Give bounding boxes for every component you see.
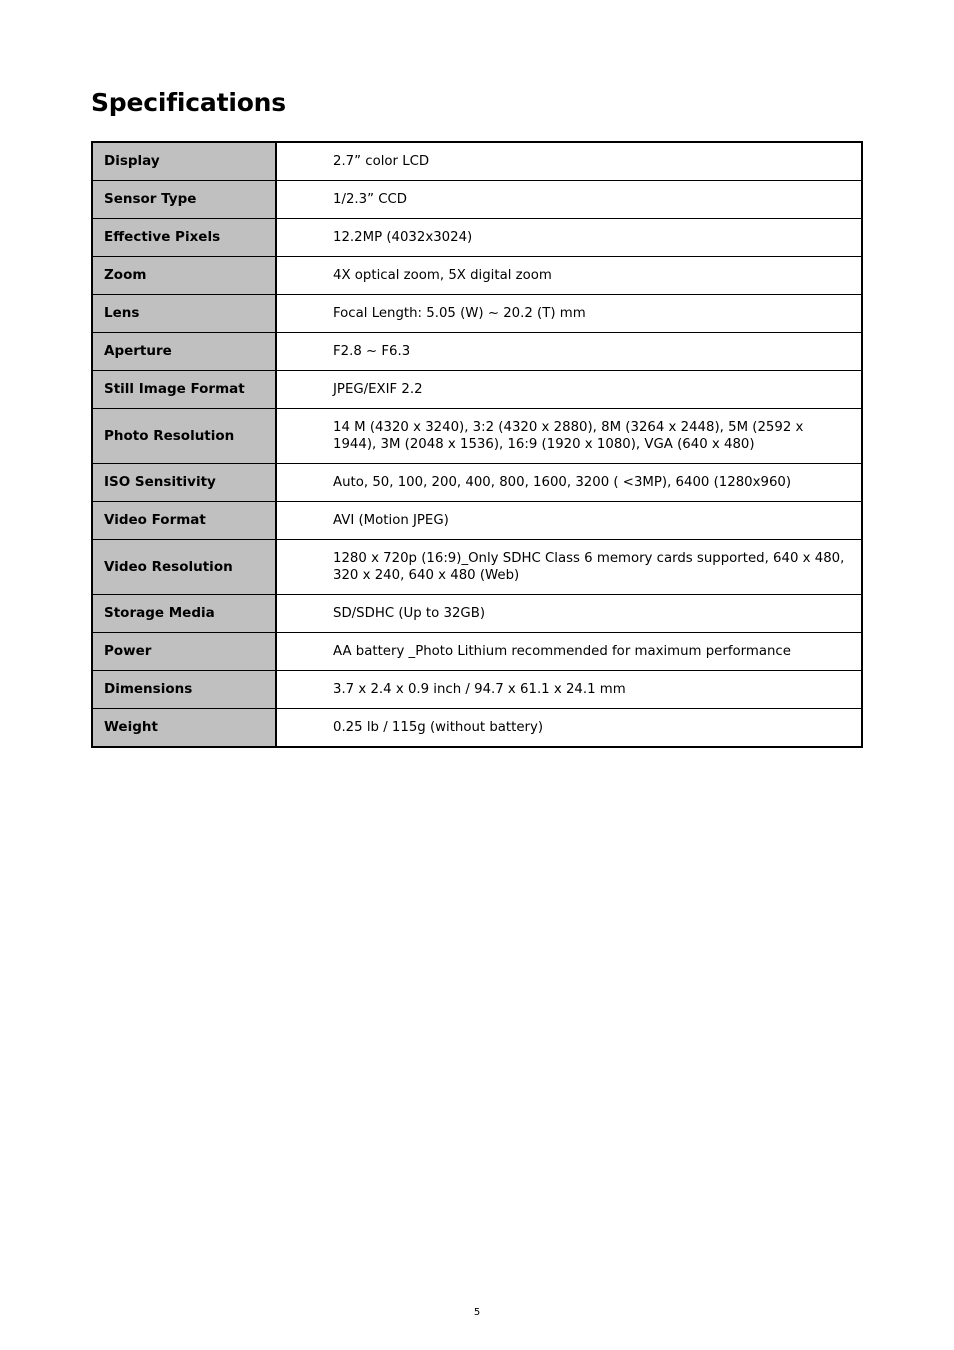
spec-label: Video Resolution xyxy=(92,540,276,595)
spec-value: F2.8 ~ F6.3 xyxy=(276,333,862,371)
table-row xyxy=(92,464,862,502)
spec-label: Still Image Format xyxy=(92,371,276,409)
page-title: Specifications xyxy=(91,88,286,117)
table-row xyxy=(92,540,862,595)
spec-value: 3.7 x 2.4 x 0.9 inch / 94.7 x 61.1 x 24.1 mm xyxy=(276,671,862,709)
table-row xyxy=(92,633,862,671)
table-row xyxy=(92,219,862,257)
table-row xyxy=(92,502,862,540)
table-row xyxy=(92,409,862,464)
spec-value: Focal Length: 5.05 (W) ~ 20.2 (T) mm xyxy=(276,295,862,333)
spec-label: Video Format xyxy=(92,502,276,540)
table-row xyxy=(92,142,862,181)
spec-value: AVI (Motion JPEG) xyxy=(276,502,862,540)
spec-value: 12.2MP (4032x3024) xyxy=(276,219,862,257)
spec-value: 14 M (4320 x 3240), 3:2 (4320 x 2880), 8M (3264 x 2448), 5M (2592 x 1944), 3M (2048 x 1536), 16:9 (1920 x 1080), VGA (640 x 480) xyxy=(276,409,862,464)
table-row xyxy=(92,709,862,748)
table-row xyxy=(92,671,862,709)
spec-label: Dimensions xyxy=(92,671,276,709)
spec-label: Storage Media xyxy=(92,595,276,633)
spec-value: 4X optical zoom, 5X digital zoom xyxy=(276,257,862,295)
spec-value: SD/SDHC (Up to 32GB) xyxy=(276,595,862,633)
spec-value: Auto, 50, 100, 200, 400, 800, 1600, 3200 ( <3MP), 6400 (1280x960) xyxy=(276,464,862,502)
spec-label: Effective Pixels xyxy=(92,219,276,257)
spec-value: 1280 x 720p (16:9)_Only SDHC Class 6 memory cards supported, 640 x 480, 320 x 240, 640 x 480 (Web) xyxy=(276,540,862,595)
spec-value: 2.7” color LCD xyxy=(276,142,862,181)
spec-label: Sensor Type xyxy=(92,181,276,219)
table-row xyxy=(92,257,862,295)
page-number: 5 xyxy=(473,1307,481,1318)
table-row xyxy=(92,181,862,219)
spec-label: Display xyxy=(92,142,276,181)
spec-value: 0.25 lb / 115g (without battery) xyxy=(276,709,862,748)
spec-value: JPEG/EXIF 2.2 xyxy=(276,371,862,409)
spec-label: Aperture xyxy=(92,333,276,371)
spec-value: AA battery _Photo Lithium recommended for maximum performance xyxy=(276,633,862,671)
table-row xyxy=(92,595,862,633)
spec-label: Power xyxy=(92,633,276,671)
table-row xyxy=(92,295,862,333)
spec-label: Weight xyxy=(92,709,276,748)
spec-value: 1/2.3” CCD xyxy=(276,181,862,219)
specifications-table xyxy=(91,141,863,748)
spec-label: Lens xyxy=(92,295,276,333)
spec-label: Zoom xyxy=(92,257,276,295)
table-row xyxy=(92,333,862,371)
spec-label: ISO Sensitivity xyxy=(92,464,276,502)
spec-label: Photo Resolution xyxy=(92,409,276,464)
table-row xyxy=(92,371,862,409)
